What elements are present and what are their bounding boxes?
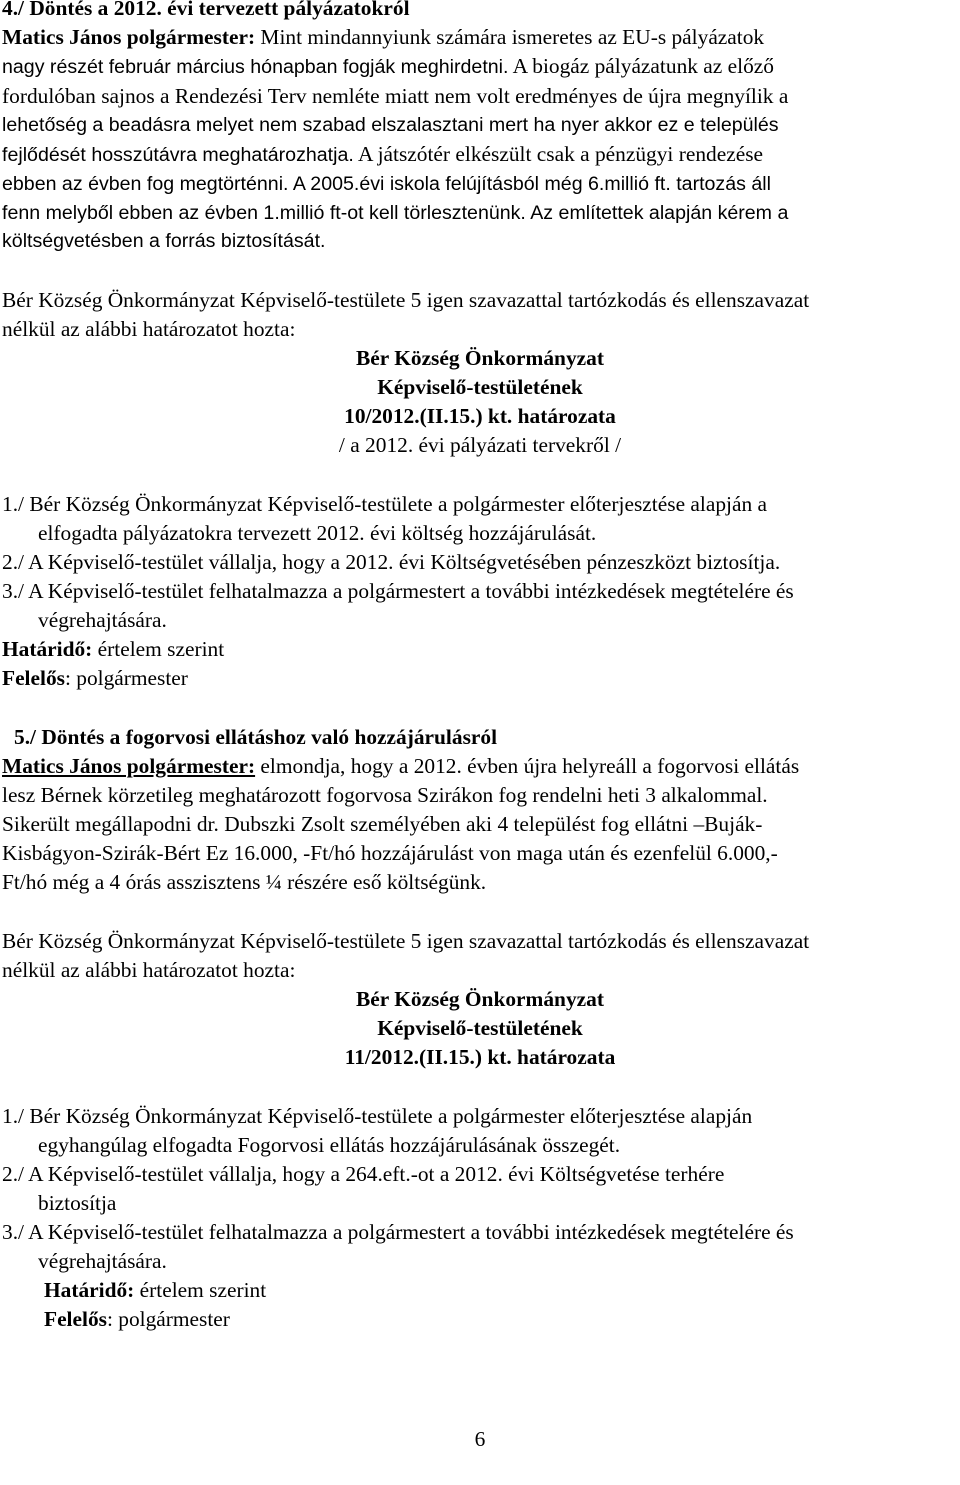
section-5-intro-line-5: Ft/hó még a 4 órás asszisztens ¼ részére eső költségünk. [2, 870, 487, 894]
resolution-10-item-1-line-2: elfogadta pályázatokra tervezett 2012. évi költség hozzájárulását. [38, 521, 597, 545]
speaker-name: Matics János polgármester: [2, 754, 256, 778]
intro-text: A játszótér elkészült csak a pénzügyi rendezése [353, 142, 764, 166]
intro-text: Mint mindannyiunk számára ismeretes az EU-s pályázatok [255, 25, 765, 49]
resolution-11-item-3-line-2: végrehajtására. [38, 1249, 167, 1273]
resolution-10-deadline [2, 635, 224, 664]
deadline-value: értelem szerint [134, 1278, 267, 1302]
resolution-11-item-3-line-1: 3./ A Képviselő-testület felhatalmazza a polgármestert a további intézkedések megtételére és [2, 1220, 794, 1244]
resolution-11-item-2-line-2: biztosítja [38, 1191, 117, 1215]
section-5-intro-line-2: lesz Bérnek körzetileg meghatározott fogorvosa Szirákon fog rendelni heti 3 alkalommal. [2, 783, 768, 807]
resolution-11-title-1: Bér Község Önkormányzat [356, 987, 604, 1011]
responsible-label: Felelős [44, 1307, 107, 1331]
section-4-intro-line-1 [2, 23, 764, 52]
section-4-intro-line-3: fordulóban sajnos a Rendezési Terv nemléte miatt nem volt eredményes de újra megnyílik a [2, 84, 789, 108]
resolution-10-item-3-line-2: végrehajtására. [38, 608, 167, 632]
resolution-11-item-1-line-1: 1./ Bér Község Önkormányzat Képviselő-testülete a polgármester előterjesztése alapján [2, 1104, 753, 1128]
responsible-label: Felelős [2, 666, 65, 690]
section-4-intro-line-6 [2, 169, 771, 199]
intro-text: ebben az évben fog megtörténni. [2, 173, 289, 195]
section-5-vote-line-1: Bér Község Önkormányzat Képviselő-testülete 5 igen szavazattal tartózkodás és ellenszavazat [2, 929, 810, 953]
speaker-name: Matics János polgármester: [2, 25, 256, 49]
intro-text: Az említettek alapján kérem a [525, 202, 789, 224]
intro-text: fejlődését hosszútávra meghatározhatja. [2, 144, 354, 166]
resolution-10-item-1-line-1: 1./ Bér Község Önkormányzat Képviselő-testülete a polgármester előterjesztése alapján a [2, 492, 768, 516]
intro-text: elmondja, hogy a 2012. évben újra helyreáll a fogorvosi ellátás [255, 754, 800, 778]
resolution-10-subject: / a 2012. évi pályázati tervekről / [338, 433, 622, 457]
section-5-intro-line-4: Kisbágyon-Szirák-Bért Ez 16.000, -Ft/hó hozzájárulást von maga után és ezenfelül 6.000,- [2, 841, 778, 865]
resolution-11-number: 11/2012.(II.15.) kt. határozata [344, 1045, 616, 1069]
intro-text: A 2005.évi iskola felújításból még 6.millió ft. tartozás áll [288, 173, 771, 195]
page-number: 6 [474, 1427, 486, 1451]
section-5-heading: 5./ Döntés a fogorvosi ellátáshoz való hozzájárulásról [14, 725, 498, 749]
section-4-intro-line-5 [2, 140, 763, 170]
responsible-value: : polgármester [64, 666, 188, 690]
section-5-intro-line-1 [2, 752, 799, 781]
section-5-vote-line-2: nélkül az alábbi határozatot hozta: [2, 958, 296, 982]
resolution-11-responsible [44, 1305, 230, 1334]
deadline-value: értelem szerint [92, 637, 225, 661]
section-4-intro-line-8: költségvetésben a forrás biztosítását. [2, 230, 326, 252]
resolution-11-item-1-line-2: egyhangúlag elfogadta Fogorvosi ellátás hozzájárulásának összegét. [38, 1133, 621, 1157]
section-5-intro-line-3: Sikerült megállapodni dr. Dubszki Zsolt személyében aki 4 települést fog ellátni –Buják- [2, 812, 763, 836]
deadline-label: Határidő: [44, 1278, 135, 1302]
resolution-11-item-2-line-1: 2./ A Képviselő-testület vállalja, hogy a 264.eft.-ot a 2012. évi Költségvetése terhére [2, 1162, 725, 1186]
resolution-10-title-1: Bér Község Önkormányzat [356, 346, 604, 370]
responsible-value: : polgármester [106, 1307, 230, 1331]
resolution-10-title-2: Képviselő-testületének [377, 375, 583, 399]
section-4-intro-line-2 [2, 52, 774, 82]
deadline-label: Határidő: [2, 637, 93, 661]
section-4-heading: 4./ Döntés a 2012. évi tervezett pályázatokról [2, 0, 410, 20]
intro-text: nagy részét február március hónapban fogják meghirdetni. [2, 56, 509, 78]
resolution-10-item-2: 2./ A Képviselő-testület vállalja, hogy a 2012. évi Költségvetésében pénzeszközt biztosítja. [2, 550, 781, 574]
resolution-10-responsible [2, 664, 188, 693]
resolution-11-title-2: Képviselő-testületének [377, 1016, 583, 1040]
resolution-11-deadline [44, 1276, 266, 1305]
section-4-vote-line-1: Bér Község Önkormányzat Képviselő-testülete 5 igen szavazattal tartózkodás és ellenszavazat [2, 288, 810, 312]
resolution-10-item-3-line-1: 3./ A Képviselő-testület felhatalmazza a polgármestert a további intézkedések megtételére és [2, 579, 794, 603]
section-4-vote-line-2: nélkül az alábbi határozatot hozta: [2, 317, 296, 341]
intro-text: A biogáz pályázatunk az előző [508, 54, 774, 78]
intro-text: fenn melyből ebben az évben 1.millió ft-ot kell törlesztenünk. [2, 202, 526, 224]
resolution-10-number: 10/2012.(II.15.) kt. határozata [344, 404, 616, 428]
section-4-intro-line-4: lehetőség a beadásra melyet nem szabad elszalasztani mert ha nyer akkor ez e település [2, 114, 779, 136]
section-4-intro-line-7 [2, 198, 788, 228]
